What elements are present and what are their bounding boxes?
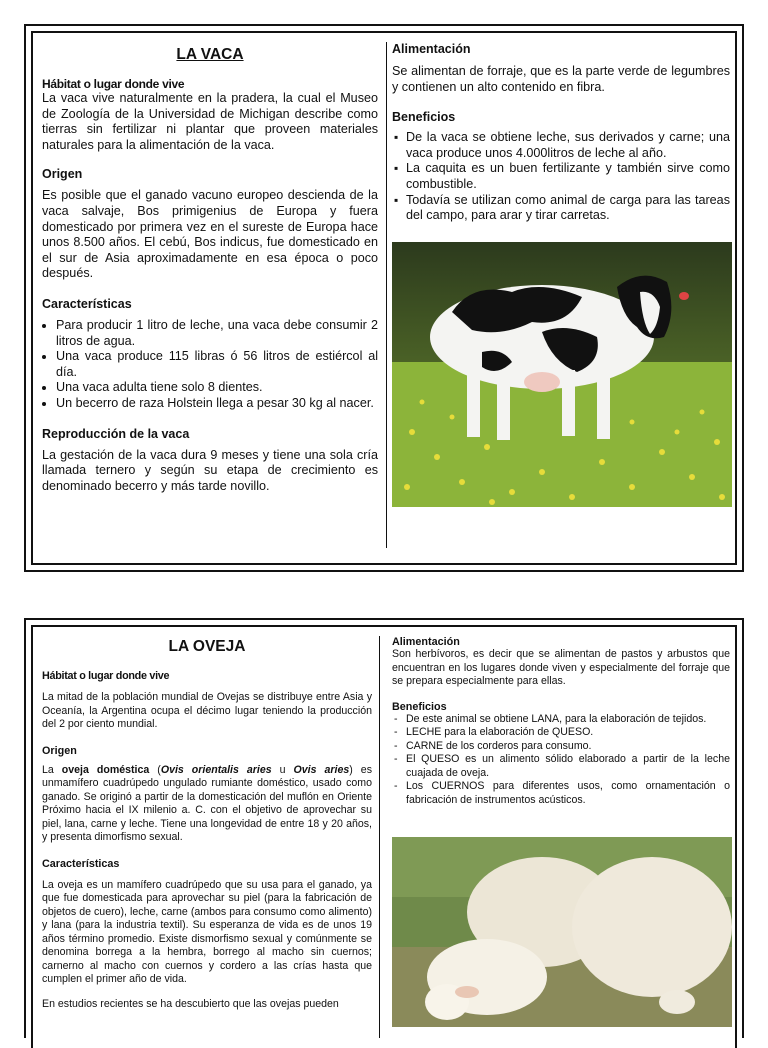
vaca-card xyxy=(24,24,744,572)
vaca-origen-text: Es posible que el ganado vacuno europeo descienda de la vaca salvaje, Bos primigenius de Europa y fuera domesticado por primera vez en el sureste de Europa hace unos 8.500 años. El cebú, Bos indicus, fue domesticado en el sur de Asia aproximadamente en esa época o poco después. xyxy=(42,188,378,281)
oveja-habitat-heading: Hábitat o lugar donde vive xyxy=(42,670,170,682)
vaca-caracteristicas-heading: Características xyxy=(42,296,132,311)
list-item: ▪ Todavía se utilizan como animal de carga para las tareas del campo, para arar y tirar carretas. xyxy=(406,193,730,224)
oveja-caracteristicas-text: La oveja es un mamífero cuadrúpedo que su usa para el ganado, ya que fue domesticada para aprovechar su piel (para la fabricación de objetos de cuero), leche, carne (ambos para consumo como alimento) y lana (para la industria textil). Su esperanza de vida es de unos 19 años término promedio. Existe dismorfismo sexual y comúnmente se denomina borrega a la hembra, borrego al macho sin cuernos; carnerno al macho con cuernos y cordero a las crías hasta que cumplen el primer año de vida. xyxy=(42,878,372,985)
sheep-photo xyxy=(392,837,732,1027)
vaca-alimentacion-heading: Alimentación xyxy=(392,42,471,56)
sheep-illustration xyxy=(392,837,732,1027)
list-item: - CARNE de los corderos para consumo. xyxy=(406,740,730,754)
vaca-habitat-text: La vaca vive naturalmente en la pradera, la cual el Museo de Zoología de la Universidad de Michigan describe como tierras sin fertilizar ni plantar que proveen materiales naturales para la alimentación de la vaca. xyxy=(42,91,378,152)
cow-illustration xyxy=(392,242,732,507)
origen-u: u xyxy=(271,763,294,776)
oveja-origen-text xyxy=(42,764,372,845)
origen-lead: La xyxy=(42,763,62,776)
vaca-origen-heading: Origen xyxy=(42,167,83,182)
list-item: • Una vaca produce 115 libras ó 56 litros de estiércol al día. xyxy=(56,349,378,380)
oveja-card xyxy=(24,618,744,1038)
origen-sci2: Ovis aries xyxy=(293,763,350,776)
vaca-caracteristicas-list xyxy=(42,318,378,412)
vaca-left-column xyxy=(42,44,378,494)
oveja-caracteristicas-heading: Características xyxy=(42,857,120,870)
oveja-beneficios-list xyxy=(392,713,730,808)
list-item: • Una vaca adulta tiene solo 8 dientes. xyxy=(56,380,378,396)
oveja-alimentacion-heading: Alimentación xyxy=(392,636,460,648)
oveja-estudios-text: En estudios recientes se ha descubierto que las ovejas pueden xyxy=(42,997,339,1010)
oveja-title: LA OVEJA xyxy=(168,638,246,655)
list-item: ▪ La caquita es un buen fertilizante y también sirve como combustible. xyxy=(406,161,730,192)
origen-rest: ) es unmamífero cuadrúpedo ungulado rumiante doméstico, usado como ganado. Se originó a partir de la domesticación del muflón en Oriente Próximo hacia el IX milenio a. C. con el objetivo de aprovechar su piel, lana, carne y leche. Tiene una longevidad de entre 18 y 20 años, y presenta dimorfismo sexual. xyxy=(42,763,372,843)
oveja-beneficios-heading: Beneficios xyxy=(392,700,447,713)
vaca-alimentacion-text: Se alimentan de forraje, que es la parte verde de legumbres y contienen un alto contenido en fibra. xyxy=(392,64,730,94)
oveja-column-divider xyxy=(379,636,380,1038)
origen-bold: oveja doméstica xyxy=(61,763,150,776)
oveja-left-column xyxy=(42,636,372,1011)
origen-sci1: Ovis orientalis aries xyxy=(160,763,272,776)
vaca-habitat-heading: Hábitat o lugar donde vive xyxy=(42,77,185,91)
list-item: - Los CUERNOS para diferentes usos, como ornamentación o fabricación de instrumentos acústicos. xyxy=(406,780,730,807)
vaca-reproduccion-heading: Reproducción de la vaca xyxy=(42,426,190,441)
list-item: ▪ De la vaca se obtiene leche, sus derivados y carne; una vaca produce unos 4.000litros de leche al año. xyxy=(406,130,730,161)
vaca-column-divider xyxy=(386,42,387,548)
oveja-alimentacion-text: Son herbívoros, es decir que se alimentan de pastos y arbustos que encuentran en los lugares donde viven y especialmente del forraje que se prepara especialmente para ellas. xyxy=(392,648,730,687)
list-item: - De este animal se obtiene LANA, para la elaboración de tejidos. xyxy=(406,713,730,727)
vaca-title: LA VACA xyxy=(176,46,244,63)
cow-photo xyxy=(392,242,732,507)
oveja-right-column xyxy=(392,636,730,807)
origen-paren: ( xyxy=(149,763,161,776)
vaca-right-column xyxy=(392,42,730,224)
list-item: • Para producir 1 litro de leche, una vaca debe consumir 2 litros de agua. xyxy=(56,318,378,349)
list-item: - El QUESO es un alimento sólido elaborado a partir de la leche cuajada de oveja. xyxy=(406,753,730,780)
list-item: - LECHE para la elaboración de QUESO. xyxy=(406,726,730,740)
oveja-origen-heading: Origen xyxy=(42,744,77,757)
vaca-reproduccion-text: La gestación de la vaca dura 9 meses y tiene una sola cría llamada ternero y según su etapa de crecimiento es denominado becerro y más tarde novillo. xyxy=(42,447,378,493)
list-item: • Un becerro de raza Holstein llega a pesar 30 kg al nacer. xyxy=(56,396,378,412)
vaca-beneficios-list xyxy=(392,130,730,224)
vaca-beneficios-heading: Beneficios xyxy=(392,110,456,125)
oveja-habitat-text: La mitad de la población mundial de Ovejas se distribuye entre Asia y Oceanía, la Argentina ocupa el décimo lugar teniendo la producción del 2 por ciento mundial. xyxy=(42,691,372,730)
